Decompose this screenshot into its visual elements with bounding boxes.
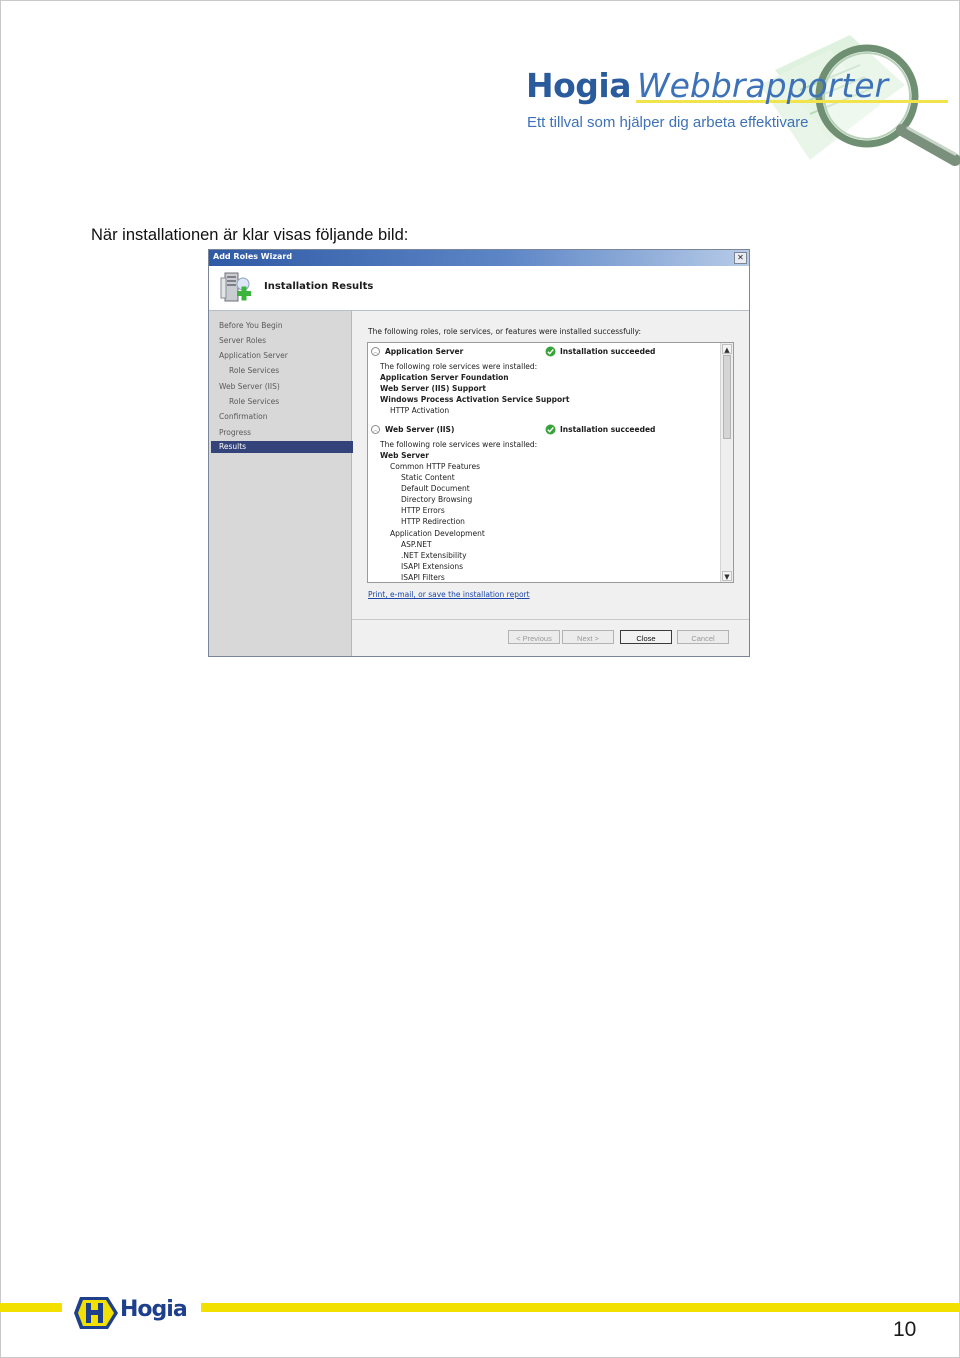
results-lead-text: The following roles, role services, or features were installed successfully:	[368, 327, 642, 336]
results-list[interactable]	[367, 342, 734, 583]
result-line: HTTP Activation	[390, 406, 450, 415]
brand-name: Hogia	[526, 66, 631, 105]
scroll-up-arrow-icon[interactable]: ▲	[722, 344, 732, 354]
scroll-down-arrow-icon[interactable]: ▼	[722, 571, 732, 581]
wizard-content	[352, 311, 749, 616]
nav-item-role-services-web[interactable]: Role Services	[229, 397, 280, 406]
nav-item-application-server[interactable]: Application Server	[219, 351, 288, 360]
collapse-chevron-icon[interactable]: ︿	[372, 427, 379, 434]
product-name: Webbrapporter	[637, 66, 889, 105]
button-separator	[352, 619, 749, 620]
results-list-content	[368, 343, 720, 582]
scroll-thumb[interactable]	[723, 355, 731, 439]
section-status: Installation succeeded	[560, 347, 656, 356]
result-line: Application Development	[390, 529, 485, 538]
nav-item-before-you-begin[interactable]: Before You Begin	[219, 321, 283, 330]
previous-button[interactable]: < Previous	[508, 630, 560, 644]
section-application-server[interactable]	[368, 346, 720, 358]
nav-item-role-services-app[interactable]: Role Services	[229, 366, 280, 375]
result-line: Default Document	[401, 484, 470, 493]
result-line: Web Server	[380, 451, 429, 460]
window-title: Add Roles Wizard	[213, 252, 293, 261]
header-subtitle: Ett tillval som hjälper dig arbeta effektivare	[527, 114, 809, 131]
section-web-server-iis[interactable]	[368, 424, 720, 436]
result-line: .NET Extensibility	[401, 551, 467, 560]
nav-item-server-roles[interactable]: Server Roles	[219, 336, 267, 345]
nav-item-results[interactable]: Results	[211, 441, 353, 453]
result-line: ASP.NET	[401, 540, 432, 549]
section-name: Web Server (IIS)	[385, 425, 455, 434]
success-check-icon	[545, 424, 556, 435]
header-title	[526, 66, 888, 106]
footer-logo-text: Hogia	[120, 1297, 187, 1322]
nav-item-confirmation[interactable]: Confirmation	[219, 412, 268, 421]
result-line: Directory Browsing	[401, 495, 473, 504]
window-titlebar[interactable]	[209, 250, 749, 266]
result-line: Static Content	[401, 473, 455, 482]
footer-bar-right	[201, 1303, 960, 1312]
installation-report-link[interactable]: Print, e-mail, or save the installation report	[368, 590, 530, 599]
result-line: Web Server (IIS) Support	[380, 384, 486, 393]
section-name: Application Server	[385, 347, 464, 356]
result-line: ISAPI Filters	[401, 573, 445, 582]
result-line: The following role services were installed:	[380, 362, 538, 371]
close-button[interactable]: Close	[620, 630, 672, 644]
wizard-heading: Installation Results	[264, 281, 374, 292]
section-status: Installation succeeded	[560, 425, 656, 434]
result-line: The following role services were installed:	[380, 440, 538, 449]
footer-bar-left	[0, 1303, 62, 1312]
next-button[interactable]: Next >	[562, 630, 614, 644]
result-line: HTTP Errors	[401, 506, 445, 515]
result-line: Windows Process Activation Service Support	[380, 395, 570, 404]
result-line: Application Server Foundation	[380, 373, 509, 382]
intro-text: När installationen är klar visas följande bild:	[91, 226, 409, 244]
nav-item-progress[interactable]: Progress	[219, 428, 252, 437]
cancel-button[interactable]: Cancel	[677, 630, 729, 644]
results-scrollbar[interactable]	[720, 343, 733, 582]
wizard-nav	[209, 311, 352, 656]
wizard-header	[209, 266, 749, 311]
result-line: HTTP Redirection	[401, 517, 465, 526]
server-add-icon	[219, 270, 253, 306]
add-roles-wizard-window	[208, 249, 750, 657]
result-line: Common HTTP Features	[390, 462, 480, 471]
nav-item-web-server-iis[interactable]: Web Server (IIS)	[219, 382, 280, 391]
success-check-icon	[545, 346, 556, 357]
close-window-button[interactable]: ✕	[734, 252, 747, 264]
page-number: 10	[893, 1318, 917, 1341]
collapse-chevron-icon[interactable]: ︿	[372, 349, 379, 356]
result-line: ISAPI Extensions	[401, 562, 464, 571]
